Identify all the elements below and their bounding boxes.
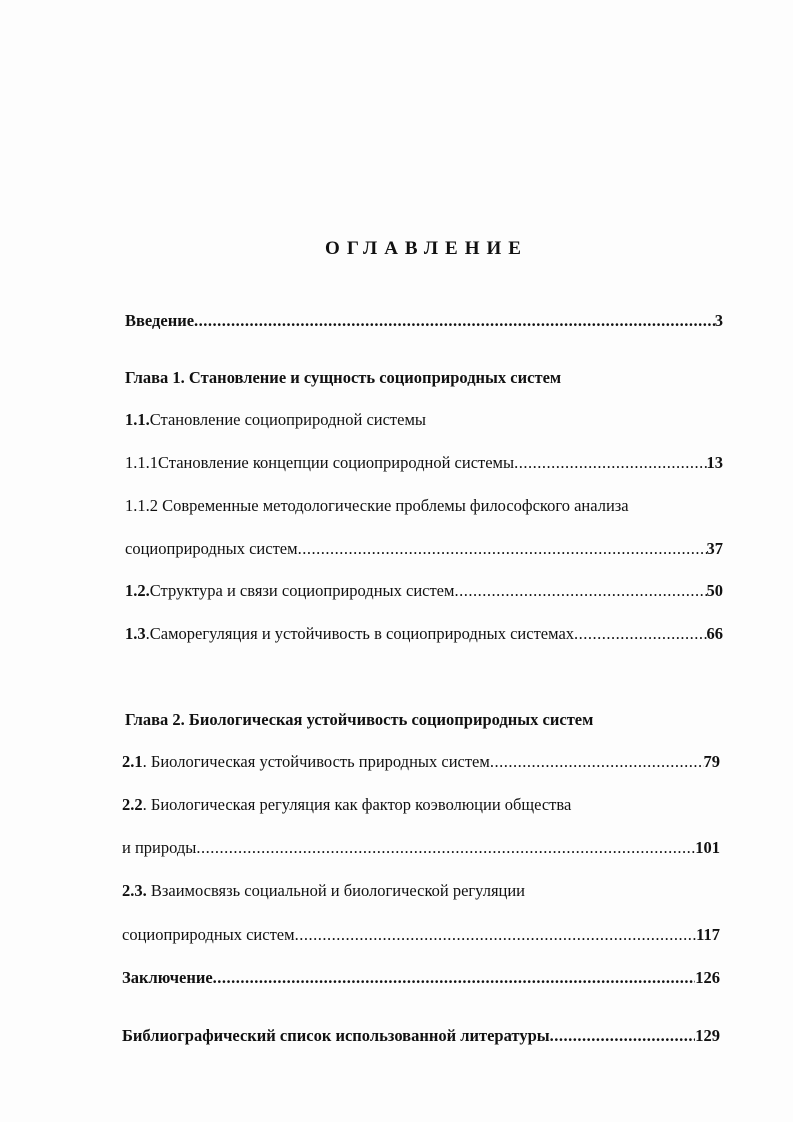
toc-entry-number: 1.2.	[125, 581, 150, 600]
toc-entry-text: Введение	[125, 311, 195, 330]
toc-entry-text: . Биологическая регуляция как фактор коэволюции общества	[142, 795, 572, 814]
toc-entry-number: 1.1.	[125, 410, 150, 429]
toc-entry-text: и природы	[122, 838, 197, 857]
toc-page-number: 117	[696, 925, 720, 944]
toc-entry-1-2[interactable]	[125, 580, 723, 602]
toc-leader-dots	[213, 967, 696, 989]
toc-entry-number: 1.1.1	[125, 453, 158, 472]
toc-leader-dots	[550, 1025, 696, 1047]
toc-entry-2-3[interactable]	[122, 880, 525, 902]
toc-entry-text: Взаимосвязь социальной и биологической регуляции	[146, 881, 526, 900]
toc-entry-conclusion[interactable]	[122, 967, 720, 989]
toc-entry-number: 2.1	[122, 752, 143, 771]
toc-entry-1-1-1[interactable]	[125, 452, 723, 474]
toc-entry-1-3[interactable]	[125, 623, 723, 645]
toc-entry-text: Заключение	[122, 968, 213, 987]
page-title: ОГЛАВЛЕНИЕ	[325, 238, 528, 259]
toc-entry-text: .Саморегуляция и устойчивость в социоприродных системах	[145, 624, 575, 643]
toc-entry-text: социоприродных систем	[122, 925, 295, 944]
toc-entry-text: Становление концепции социоприродной системы	[158, 453, 515, 472]
toc-page-number: 66	[706, 624, 723, 643]
toc-entry-text: Библиографический список использованной литературы	[122, 1026, 550, 1045]
toc-leader-dots	[295, 924, 697, 946]
toc-entry-text: Современные методологические проблемы философского анализа	[162, 496, 629, 515]
toc-entry-2-3-cont[interactable]	[122, 924, 720, 946]
toc-entry-text: Становление социоприродной системы	[149, 410, 426, 429]
toc-leader-dots	[194, 310, 715, 332]
toc-page-number: 129	[695, 1026, 720, 1045]
chapter-2-heading: Глава 2. Биологическая устойчивость социоприродных систем	[125, 710, 594, 729]
chapter-1-heading: Глава 1. Становление и сущность социоприродных систем	[125, 368, 562, 387]
toc-entry-1-1-2-cont[interactable]	[125, 538, 723, 560]
toc-page-number: 3	[714, 311, 723, 330]
toc-entry-text: социоприродных систем	[125, 539, 298, 558]
toc-entry-text: Структура и связи социоприродных систем	[149, 581, 455, 600]
toc-leader-dots	[298, 538, 707, 560]
toc-entry-text: . Биологическая устойчивость природных систем	[142, 752, 490, 771]
toc-page-number: 101	[695, 838, 720, 857]
toc-page-number: 50	[706, 581, 723, 600]
toc-entry-2-2-cont[interactable]	[122, 837, 720, 859]
toc-page-number: 37	[706, 539, 723, 558]
toc-page-number: 126	[695, 968, 720, 987]
toc-leader-dots	[490, 751, 704, 773]
toc-leader-dots	[196, 837, 695, 859]
chapter-heading	[125, 709, 593, 731]
toc-page-number: 13	[706, 453, 723, 472]
toc-entry-2-2[interactable]	[122, 794, 571, 816]
toc-entry-bibliography[interactable]	[122, 1025, 720, 1047]
toc-leader-dots	[574, 623, 706, 645]
toc-entry-number: 1.3	[125, 624, 146, 643]
toc-entry-1-1-2[interactable]	[125, 495, 629, 517]
toc-entry-2-1[interactable]	[122, 751, 720, 773]
toc-page-number: 79	[703, 752, 720, 771]
toc-leader-dots	[454, 580, 706, 602]
toc-entry-introduction[interactable]	[125, 310, 723, 332]
toc-leader-dots	[514, 452, 706, 474]
toc-entry-number: 1.1.2	[125, 496, 158, 515]
chapter-heading	[125, 367, 561, 389]
toc-entry-number: 2.3.	[122, 881, 147, 900]
toc-entry-number: 2.2	[122, 795, 143, 814]
toc-entry-1-1[interactable]	[125, 409, 426, 431]
